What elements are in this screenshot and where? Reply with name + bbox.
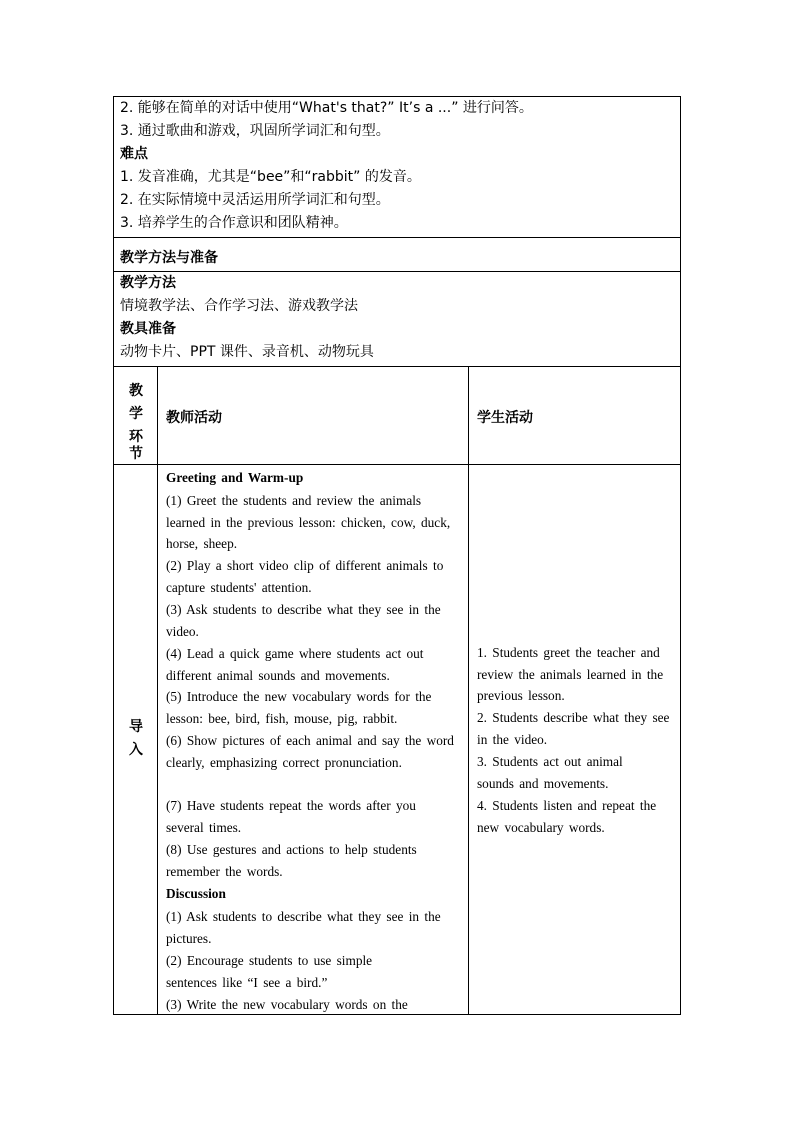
teacher-step: (8) Use gestures and actions to help students remember the words. xyxy=(166,842,417,879)
student-step: 1. Students greet the teacher and review the animals learned in the previous lesson. xyxy=(477,645,664,703)
student-step: 3. Students act out animal sounds and movements. xyxy=(477,754,623,791)
teacher-step: (7) Have students repeat the words after you several times. xyxy=(166,798,416,835)
methods-text: 情境教学法、合作学习法、游戏教学法 xyxy=(120,298,358,314)
teacher-step: (2) Play a short video clip of different animals to capture students' attention. xyxy=(166,558,444,595)
header-stage-cell xyxy=(113,366,158,465)
tools-text: 动物卡片、PPT 课件、录音机、动物玩具 xyxy=(120,344,374,360)
teacher-step: (6) Show pictures of each animal and say the word clearly, emphasizing correct pronunciation. xyxy=(166,733,454,770)
teacher-step: (2) Encourage students to use simple sentences like “I see a bird.” xyxy=(166,953,373,990)
difficulty-heading: 难点 xyxy=(120,146,148,162)
teacher-step: (4) Lead a quick game where students act out different animal sounds and movements. xyxy=(166,646,424,683)
teacher-step: (3) Write the new vocabulary words on the xyxy=(166,997,408,1012)
teacher-step: (1) Ask students to describe what they see in the pictures. xyxy=(166,909,441,946)
objectives-cell xyxy=(113,96,681,238)
section-title: 教学方法与准备 xyxy=(120,250,218,266)
lesson-plan-table xyxy=(113,96,681,1015)
teacher-activity-header: 教师活动 xyxy=(166,410,222,426)
teacher-step: (5) Introduce the new vocabulary words for the lesson: bee, bird, fish, mouse, pig, rabbit. xyxy=(166,689,432,726)
activity-heading: Greeting and Warm-up xyxy=(166,470,304,485)
methods-title-cell xyxy=(113,237,681,272)
objective-line: 3. 通过歌曲和游戏，巩固所学词汇和句型。 xyxy=(120,123,390,139)
student-step: 2. Students describe what they see in the video. xyxy=(477,710,670,747)
stage-char: 导 xyxy=(129,719,143,735)
stage-label-char: 学 xyxy=(129,406,143,422)
tools-heading: 教具准备 xyxy=(120,321,176,337)
stage-label-char: 环 xyxy=(129,429,143,445)
difficulty-item: 1. 发音准确，尤其是“bee”和“rabbit” 的发音。 xyxy=(120,169,421,185)
methods-content-cell xyxy=(113,271,681,367)
teacher-step: (1) Greet the students and review the animals learned in the previous lesson: chicken, cow, duck, horse, sheep. xyxy=(166,493,451,551)
teacher-step: (3) Ask students to describe what they see in the video. xyxy=(166,602,441,639)
stage-cell xyxy=(113,464,158,1015)
header-teacher-cell xyxy=(157,366,469,465)
objective-line: 2. 能够在简单的对话中使用“What's that?” It’s a ...” 进行问答。 xyxy=(120,100,533,116)
stage-label-char: 教 xyxy=(129,383,143,399)
difficulty-item: 3. 培养学生的合作意识和团队精神。 xyxy=(120,215,348,231)
stage-label-char: 节 xyxy=(129,446,143,462)
student-activity-cell xyxy=(468,464,681,1015)
student-activity-header: 学生活动 xyxy=(477,410,533,426)
header-student-cell xyxy=(468,366,681,465)
activity-heading: Discussion xyxy=(166,886,226,901)
difficulty-item: 2. 在实际情境中灵活运用所学词汇和句型。 xyxy=(120,192,390,208)
stage-char: 入 xyxy=(129,742,143,758)
methods-heading: 教学方法 xyxy=(120,275,176,291)
student-step: 4. Students listen and repeat the new vocabulary words. xyxy=(477,798,657,835)
teacher-activity-cell xyxy=(157,464,469,1015)
